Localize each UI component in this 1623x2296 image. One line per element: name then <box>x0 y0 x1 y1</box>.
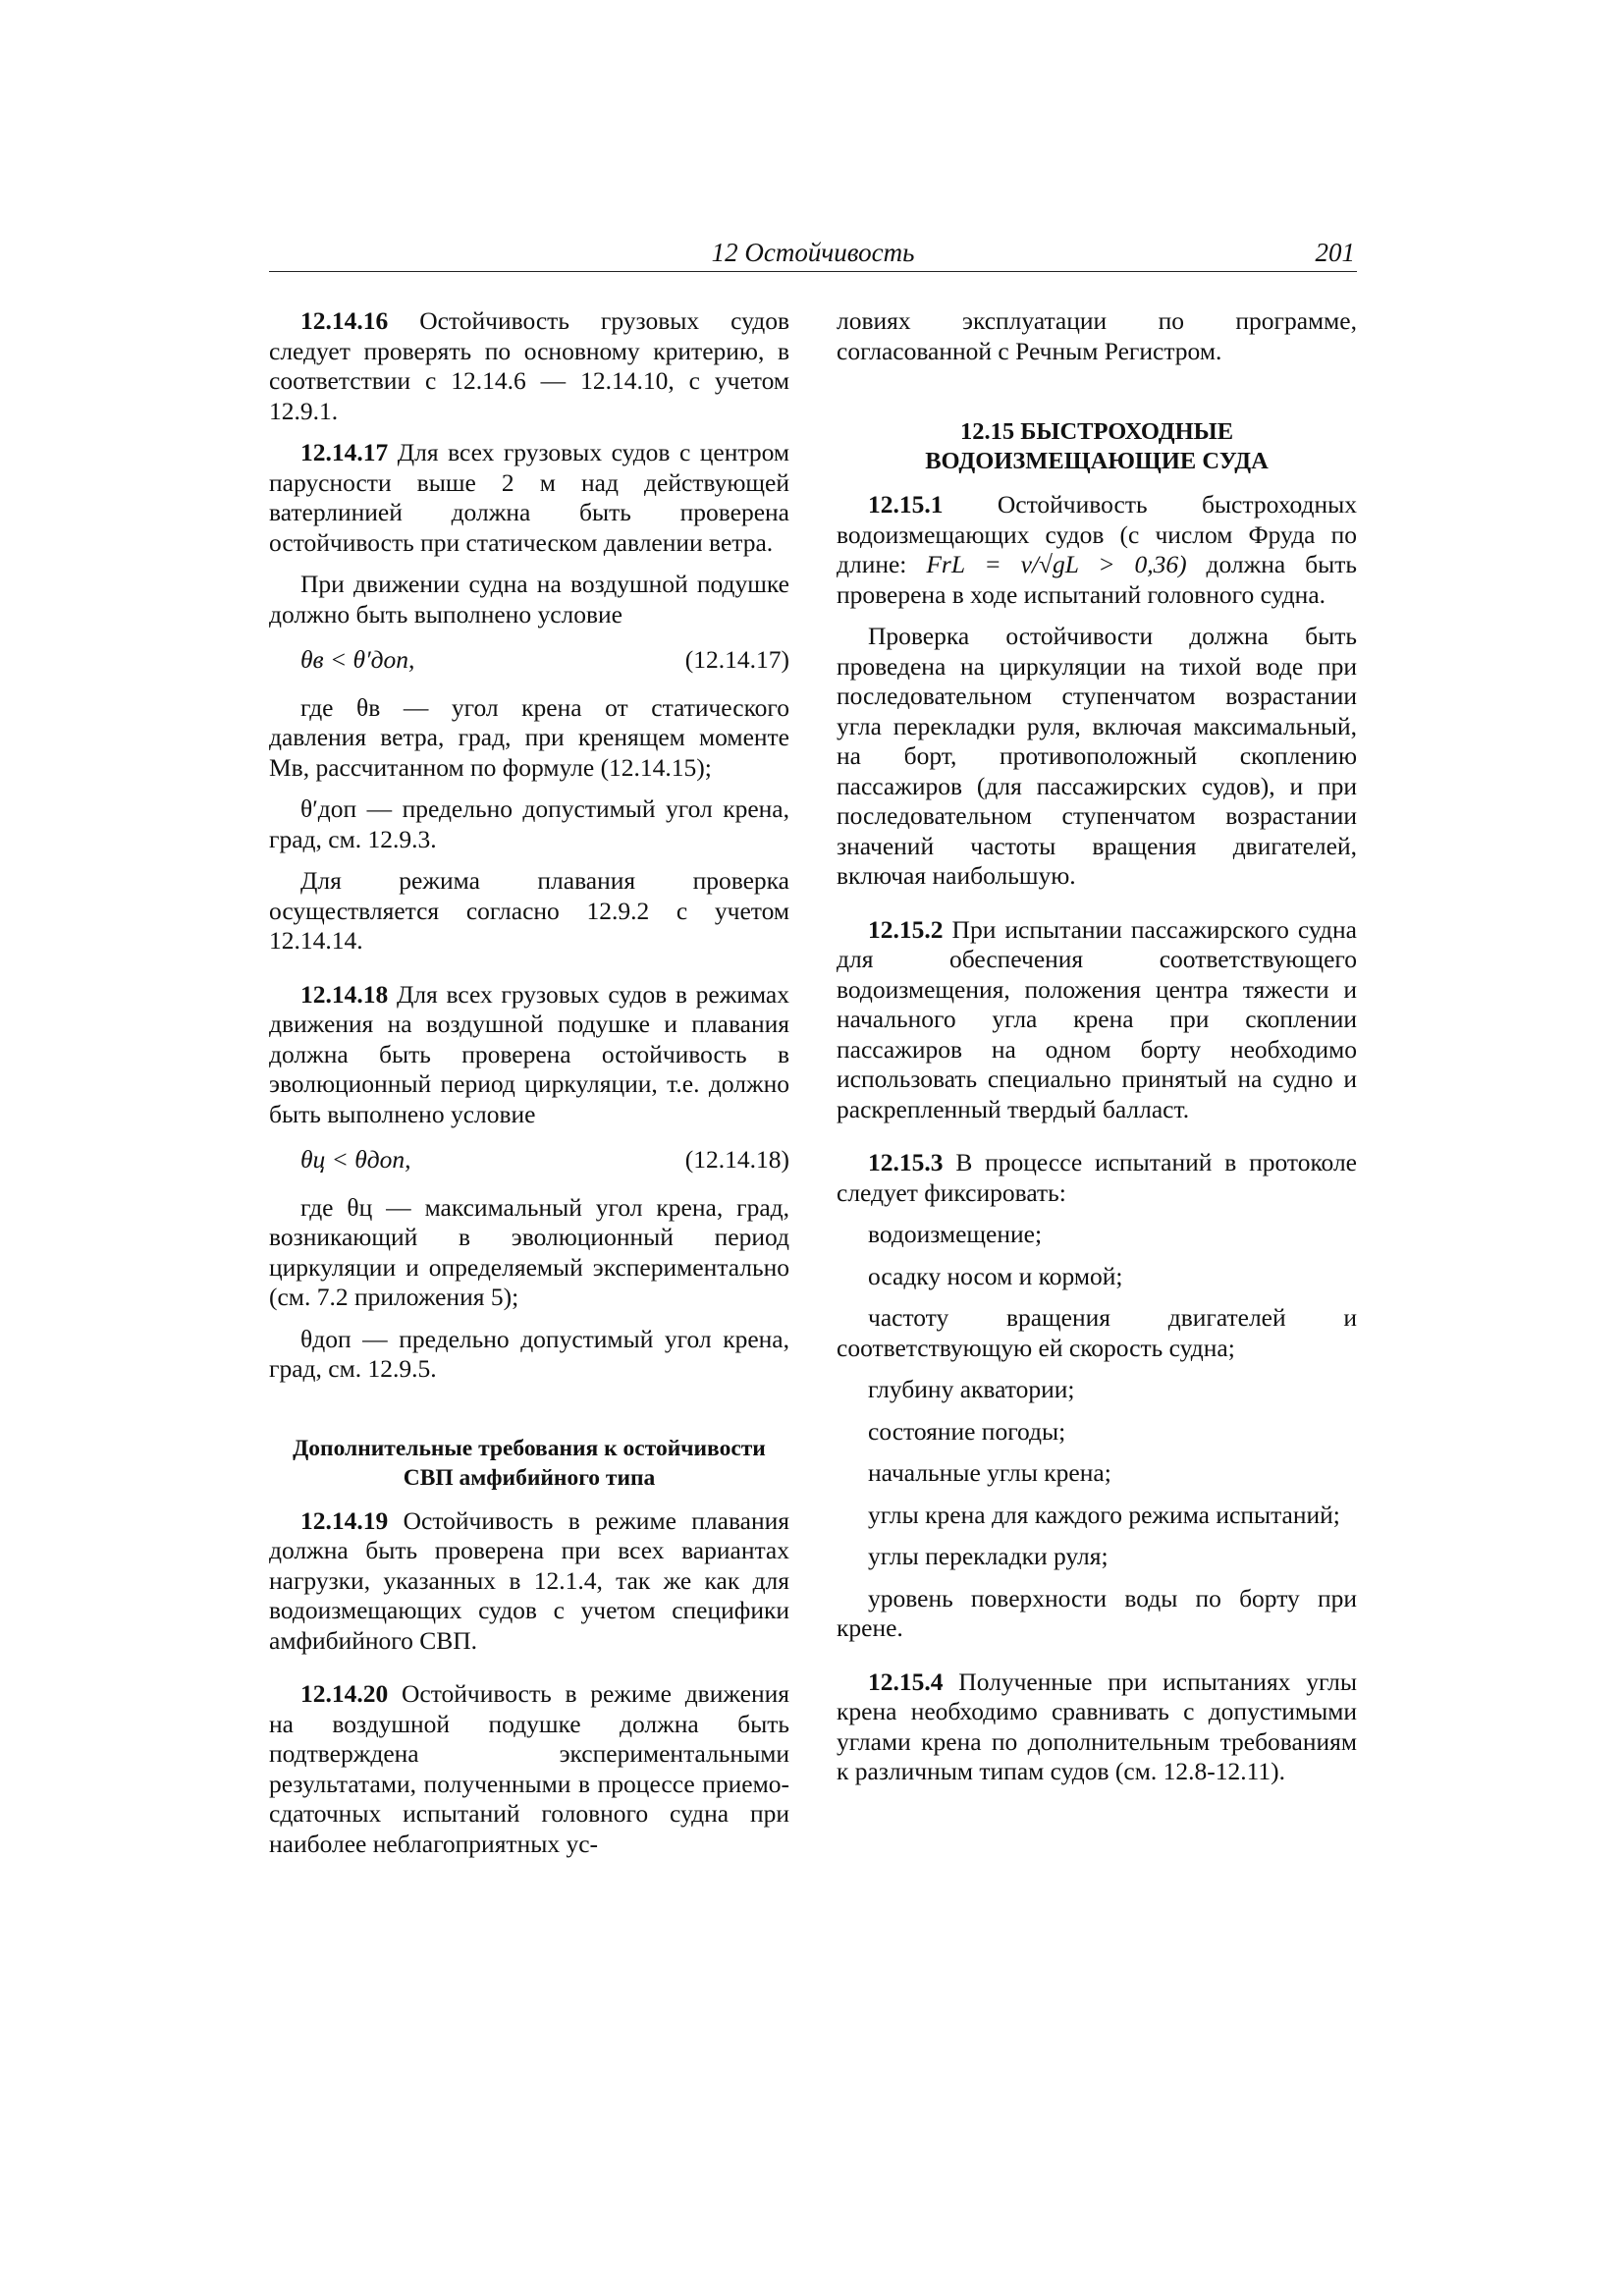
paragraph-text: Остойчивость в режиме плавания должна быть проверена при всех вариантах нагрузки, указанных в 12.1.4, так же как для водоизмещающих судов с учетом специфики амфибийного СВП. <box>269 1505 789 1655</box>
paragraph-12-15-3 <box>837 1148 1357 1208</box>
left-column <box>269 306 789 1871</box>
paragraph-text: Для всех грузовых судов с центром парусности выше 2 м над действующей ватерлинией должна быть проверена остойчивость при статическом давлении ветра. <box>269 438 789 557</box>
clause-number: 12.15.2 <box>868 914 944 944</box>
paragraph-12-14-20 <box>269 1679 789 1859</box>
paragraph-12-14-16 <box>269 306 789 426</box>
paragraph-text: Остойчивость в режиме движения на воздушной подушке должна быть подтверждена экспериментальными результатами, полученными в процессе приемо-сдаточных испытаний головного судна при наиболее неблагоприятных ус- <box>269 1679 789 1858</box>
paragraph-text: где θц — максимальный угол крена, град, возникающий в эволюционный период циркуляции и определяемый экспериментально (см. 7.2 приложения 5); <box>269 1192 789 1311</box>
subsection-heading: Дополнительные требования к остойчивости СВП амфибийного типа <box>293 1435 766 1491</box>
list-item: углы крена для каждого режима испытаний; <box>868 1500 1340 1529</box>
list-item: частоту вращения двигателей и соответствующую ей скорость судна; <box>837 1303 1357 1362</box>
paragraph-12-15-4 <box>837 1667 1357 1787</box>
list-item: водоизмещение; <box>868 1220 1043 1248</box>
paragraph-12-14-17 <box>269 438 789 558</box>
formula-label: (12.14.17) <box>684 645 789 674</box>
paragraph-12-15-1 <box>837 490 1357 610</box>
formula-label: (12.14.18) <box>684 1145 789 1174</box>
clause-number: 12.15.3 <box>868 1148 944 1176</box>
paragraph-text: Остойчивость быстроходных водоизмещающих судов (с числом Фруда по длине: <box>837 490 1357 578</box>
list-item: углы перекладки руля; <box>868 1542 1109 1570</box>
paragraph-text: В процессе испытаний в протоколе следует фиксировать: <box>837 1148 1357 1207</box>
list-item: осадку носом и кормой; <box>868 1261 1123 1290</box>
paragraph-12-15-2 <box>837 915 1357 1125</box>
clause-number: 12.15.1 <box>868 490 944 519</box>
paragraph-text: При испытании пассажирского судна для обеспечения соответствующего водоизмещения, положения центра тяжести и начального угла крена при скоплении пассажиров на одном борту необходимо использовать специально принятый на судно и раскрепленный твердый балласт. <box>837 914 1357 1123</box>
formula-expression: θв < θ′доп, <box>300 645 415 674</box>
paragraph-text: θ′доп — предельно допустимый угол крена, град, см. 12.9.3. <box>269 794 789 853</box>
running-title: 12 Остойчивость <box>711 238 915 267</box>
paragraph-text: Проверка остойчивости должна быть проведена на циркуляции на тихой воде при последовательном ступенчатом возрастании угла перекладки руля, включая максимальный, на борт, противоположный скоплению пассажиров (для пассажирских судов), и при последовательном ступенчатом возрастании значений частоты вращения двигателей, включая наибольшую. <box>837 622 1357 890</box>
paragraph-text: где θв — угол крена от статического давления ветра, град, при кренящем моменте Mв, рассчитанном по формуле (12.14.15); <box>269 692 789 782</box>
page-number: 201 <box>1315 238 1355 267</box>
list-item: начальные углы крена; <box>868 1458 1111 1487</box>
list-item: уровень поверхности воды по борту при крене. <box>837 1583 1357 1642</box>
paragraph-text: Для всех грузовых судов в режимах движения на воздушной подушке и плавания должна быть проверена остойчивость в эволюционный период циркуляции, т.е. должно быть выполнено условие <box>269 979 789 1128</box>
formula-expression: θц < θдоп, <box>300 1145 411 1174</box>
clause-number: 12.14.20 <box>300 1679 389 1708</box>
paragraph-continuation: ловиях эксплуатации по программе, согласованной с Речным Регистром. <box>837 306 1357 365</box>
clause-number: 12.14.17 <box>300 438 389 466</box>
paragraph-text: должна быть проверена в ходе испытаний головного судна. <box>837 550 1357 609</box>
froude-formula: FrL = v/√gL > 0,36) <box>926 550 1187 578</box>
paragraph-text: Для режима плавания проверка осуществляется согласно 12.9.2 с учетом 12.14.14. <box>269 866 789 955</box>
clause-number: 12.14.18 <box>300 979 389 1009</box>
clause-number: 12.15.4 <box>868 1667 944 1696</box>
paragraph-text: θдоп — предельно допустимый угол крена, град, см. 12.9.5. <box>269 1324 789 1383</box>
formula-12-14-17 <box>269 645 789 676</box>
paragraph-12-14-19 <box>269 1506 789 1657</box>
clause-number: 12.14.19 <box>300 1505 389 1535</box>
paragraph-text: При движении судна на воздушной подушке должно быть выполнено условие <box>269 570 789 629</box>
formula-12-14-18 <box>269 1145 789 1175</box>
paragraph-text: Полученные при испытаниях углы крена необходимо сравнивать с допустимыми углами крена по дополнительным требованиям к различным типам судов (см. 12.8-12.11). <box>837 1667 1357 1785</box>
page-header <box>269 238 1357 272</box>
right-column <box>837 306 1357 1799</box>
paragraph-text: Остойчивость грузовых судов следует проверять по основному критерию, в соответствии с 12.14.6 — 12.14.10, с учетом 12.9.1. <box>269 306 789 425</box>
clause-number: 12.14.16 <box>300 306 389 335</box>
list-item: состояние погоды; <box>868 1416 1066 1446</box>
list-item: глубину акватории; <box>868 1375 1075 1403</box>
section-heading: 12.15 БЫСТРОХОДНЫЕ ВОДОИЗМЕЩАЮЩИЕ СУДА <box>925 418 1269 474</box>
paragraph-12-14-18 <box>269 980 789 1130</box>
